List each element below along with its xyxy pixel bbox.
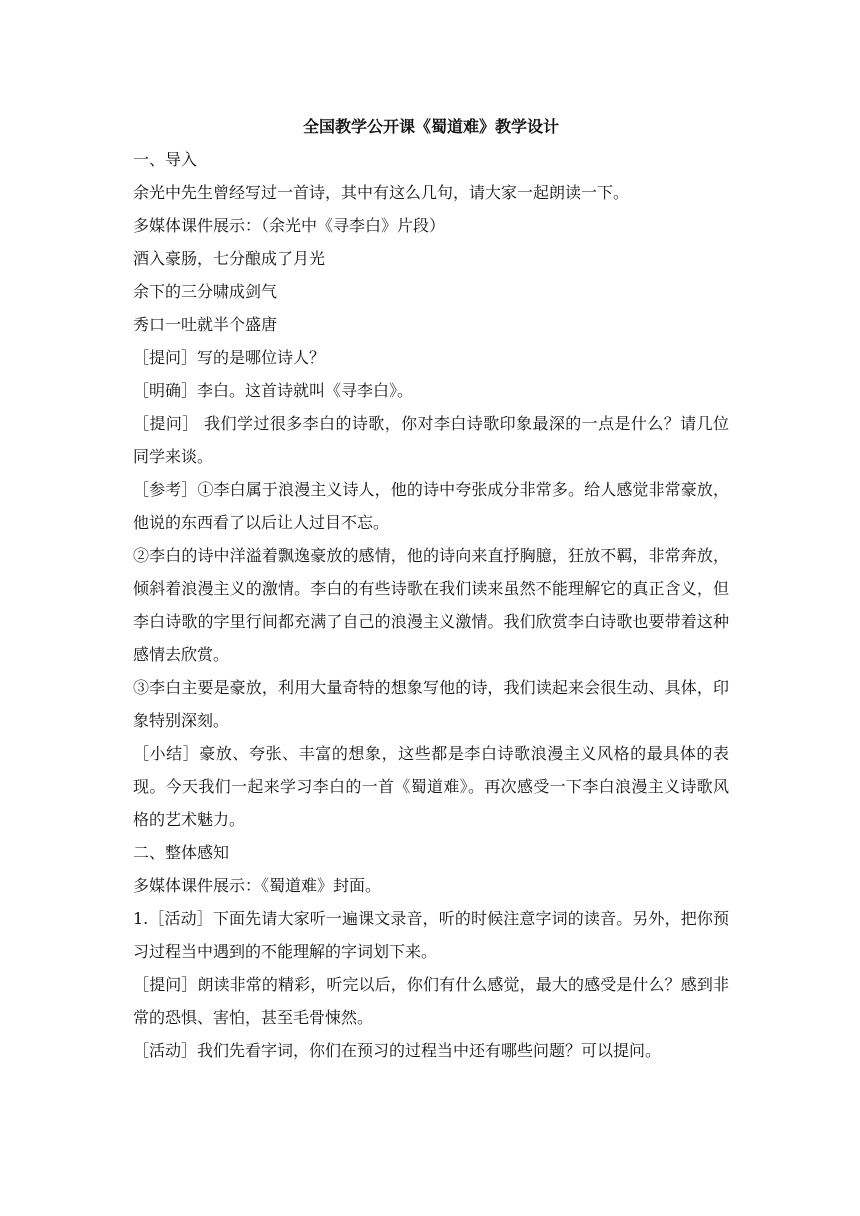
- document-title: 全国教学公开课《蜀道难》教学设计: [302, 117, 559, 136]
- paragraph: 1.［活动］下面先请大家听一遍课文录音，听的时候注意字词的读音。另外，把你预习过程当中遇到的不能理解的字词划下来。: [133, 909, 729, 961]
- paragraph: ③李白主要是豪放，利用大量奇特的想象写他的诗，我们读起来会很生动、具体，印象特别深刻。: [133, 678, 729, 730]
- poem-line: 余下的三分啸成剑气: [133, 282, 278, 301]
- paragraph: 多媒体课件展示：《蜀道难》封面。: [133, 876, 382, 895]
- paragraph: ［提问］朗读非常的精彩，听完以后，你们有什么感觉，最大的感受是什么？感到非常的恐惧、害怕，甚至毛骨悚然。: [133, 975, 729, 1027]
- paragraph: 多媒体课件展示：（余光中《寻李白》片段）: [133, 216, 446, 235]
- poem-line: 秀口一吐就半个盛唐: [133, 315, 278, 334]
- paragraph: ［活动］我们先看字词，你们在预习的过程当中还有哪些问题？可以提问。: [133, 1041, 662, 1060]
- paragraph: 余光中先生曾经写过一首诗，其中有这么几句，请大家一起朗读一下。: [133, 183, 630, 202]
- paragraph: ［明确］李白。这首诗就叫《寻李白》。: [133, 381, 414, 400]
- paragraph: ［小结］豪放、夸张、丰富的想象，这些都是李白诗歌浪漫主义风格的最具体的表现。今天我们一起来学习李白的一首《蜀道难》。再次感受一下李白浪漫主义诗歌风格的艺术魅力。: [133, 744, 729, 829]
- paragraph: ［提问］写的是哪位诗人？: [133, 348, 326, 367]
- paragraph: ［参考］①李白属于浪漫主义诗人，他的诗中夸张成分非常多。给人感觉非常豪放，他说的东西看了以后让人过目不忘。: [133, 480, 729, 532]
- document-body: [133, 110, 729, 1067]
- section-heading-overview: 二、整体感知: [133, 843, 230, 862]
- paragraph: ［提问］ 我们学过很多李白的诗歌，你对李白诗歌印象最深的一点是什么？请几位同学来谈。: [133, 414, 729, 466]
- paragraph: ②李白的诗中洋溢着飘逸豪放的感情，他的诗向来直抒胸臆，狂放不羁，非常奔放，倾斜着浪漫主义的激情。李白的有些诗歌在我们读来虽然不能理解它的真正含义，但李白诗歌的字里行间都充满了自己的浪漫主义激情。我们欣赏李白诗歌也要带着这种感情去欣赏。: [133, 546, 729, 664]
- poem-line: 酒入豪肠，七分酿成了月光: [133, 249, 326, 268]
- section-heading-intro: 一、导入: [133, 150, 198, 169]
